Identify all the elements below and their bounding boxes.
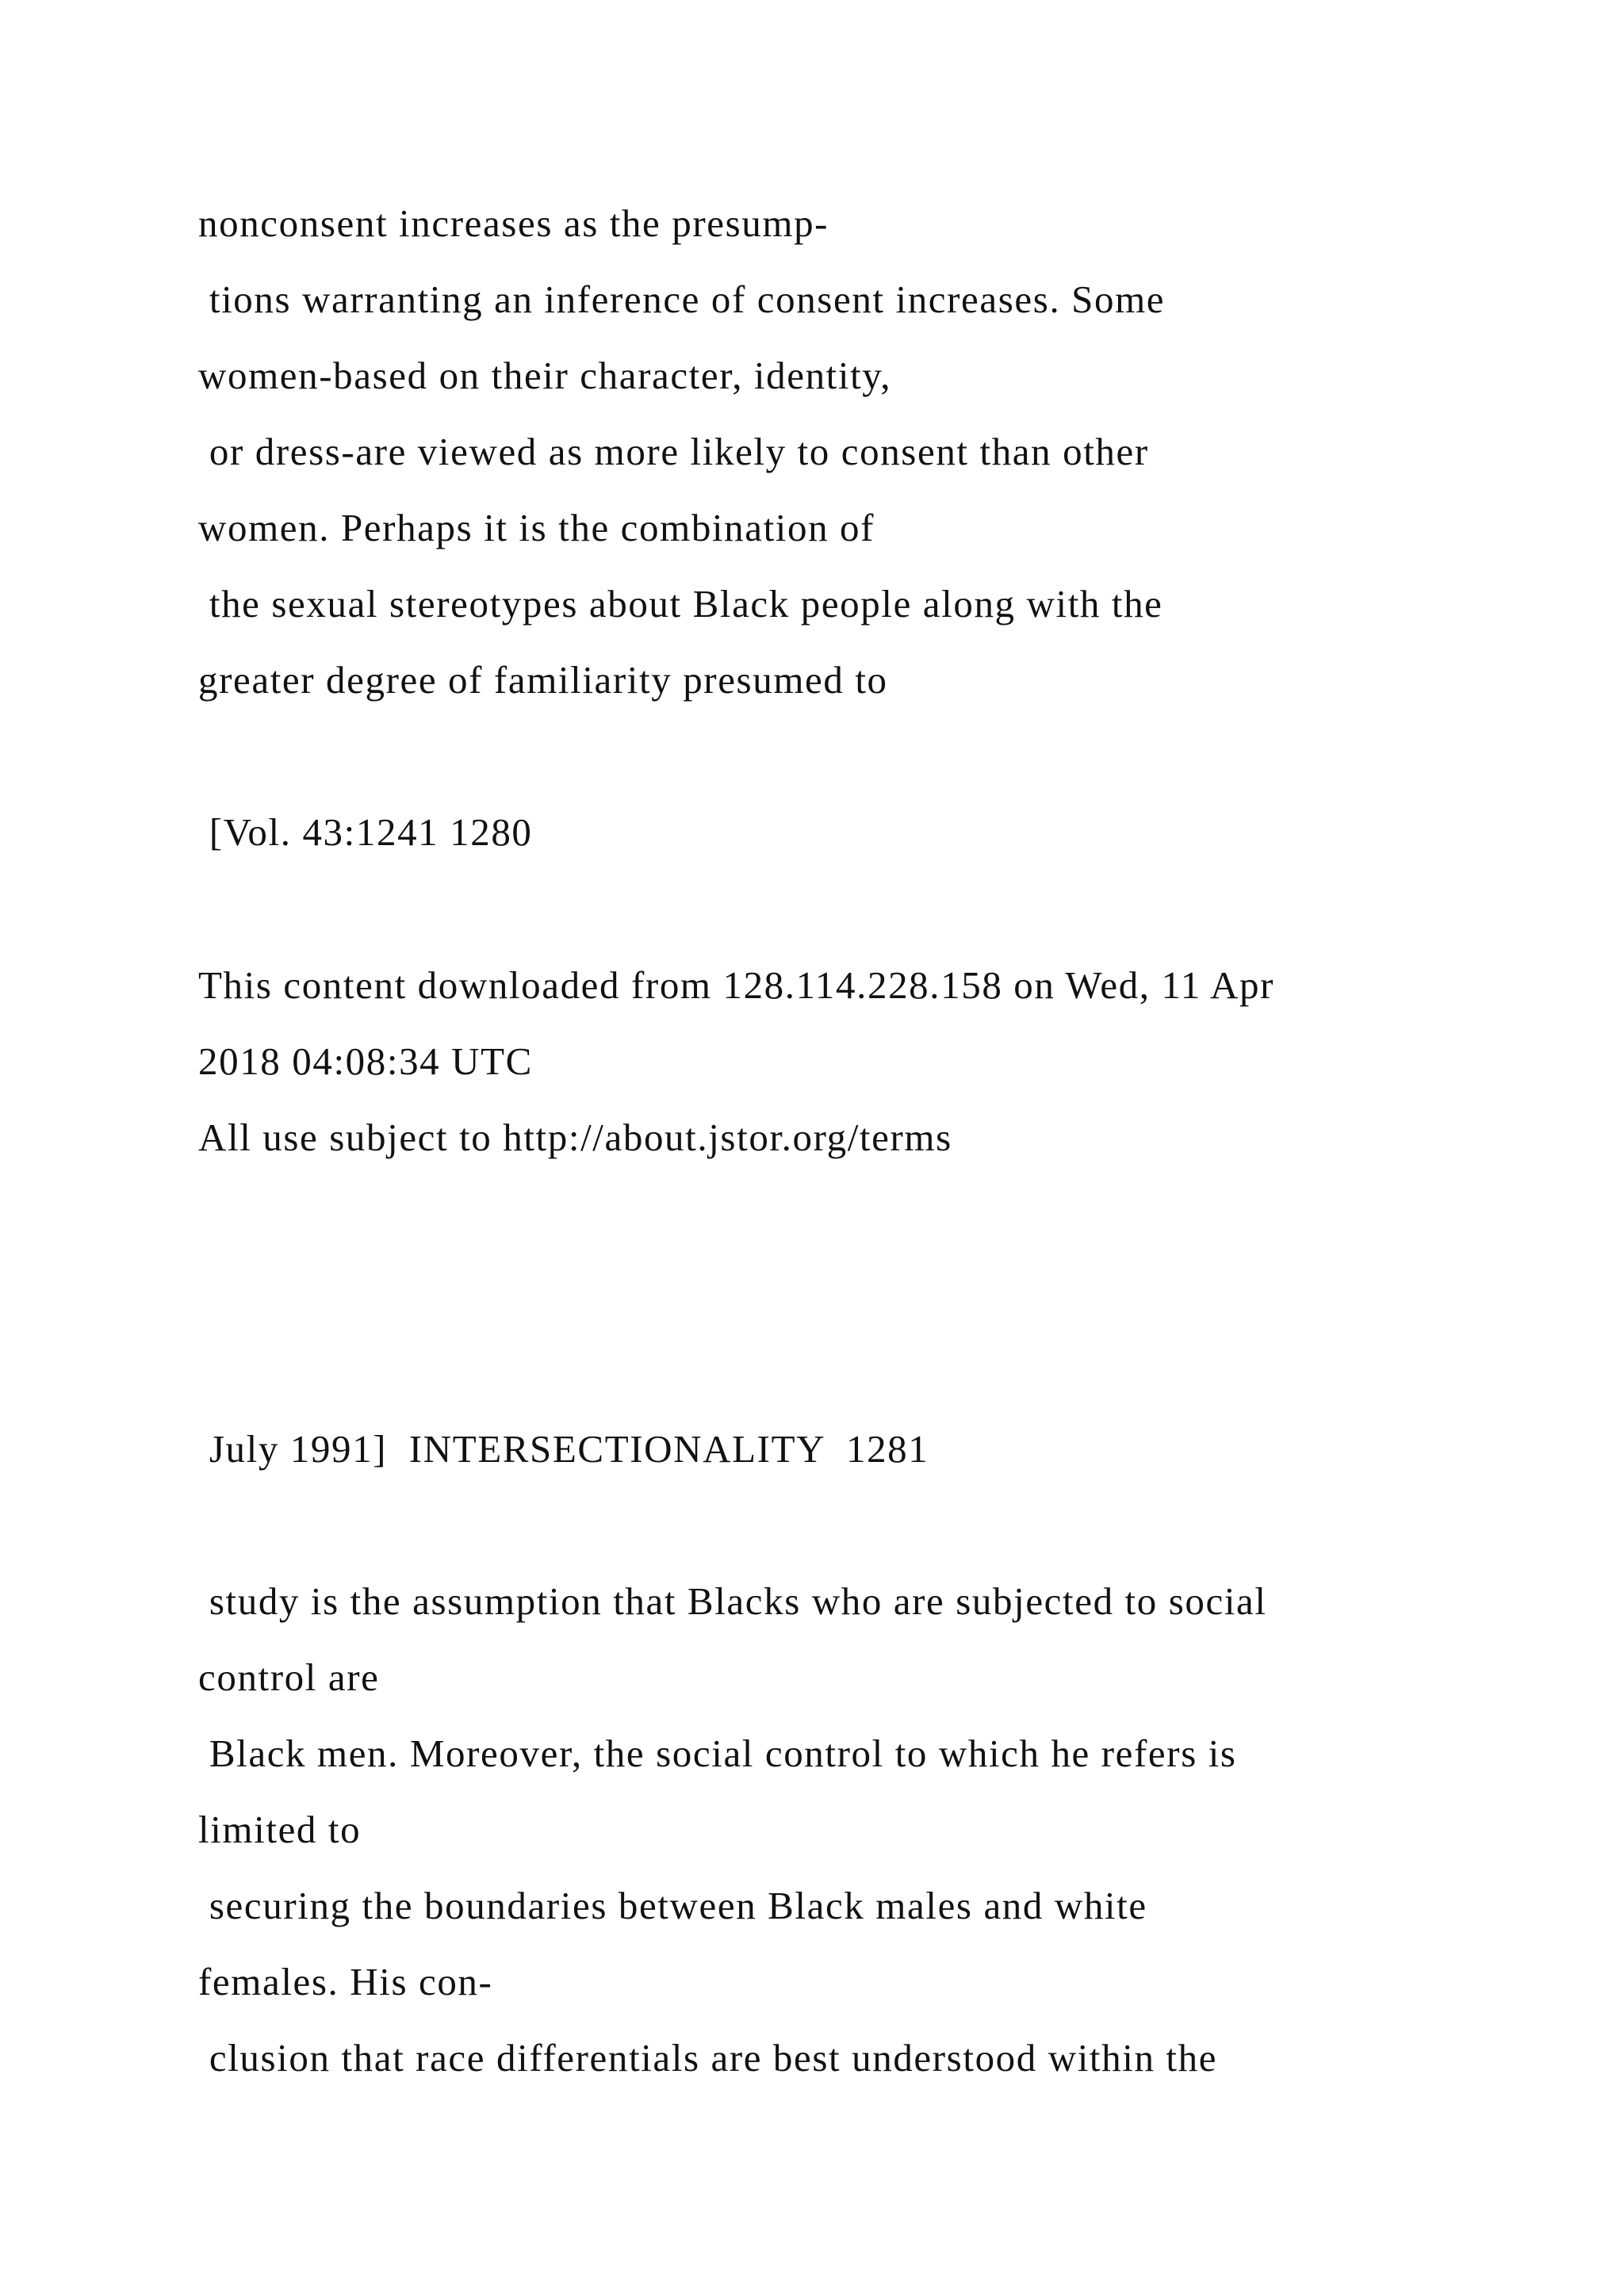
text-line: women. Perhaps it is the combination of (198, 506, 875, 549)
text-line: clusion that race differentials are best understood within the (198, 2036, 1218, 2080)
text-line: women-based on their character, identity, (198, 354, 892, 397)
text-line: Black men. Moreover, the social control to which he refers is (198, 1732, 1237, 1775)
page-footer-reference: [Vol. 43:1241 1280 (198, 810, 533, 854)
text-line: securing the boundaries between Black males and white (198, 1884, 1147, 1927)
page-header: July 1991] INTERSECTIONALITY 1281 (198, 1427, 929, 1471)
text-line: the sexual stereotypes about Black people along with the (198, 582, 1163, 626)
text-line: females. His con- (198, 1960, 493, 2003)
text-line: control are (198, 1655, 380, 1699)
download-notice: This content downloaded from 128.114.228.158 on Wed, 11 Apr (198, 963, 1275, 1007)
download-notice: 2018 04:08:34 UTC (198, 1039, 533, 1083)
text-line: nonconsent increases as the presump- (198, 201, 829, 245)
text-line: tions warranting an inference of consent increases. Some (198, 277, 1166, 321)
text-line: or dress-are viewed as more likely to consent than other (198, 430, 1149, 473)
terms-notice: All use subject to http://about.jstor.org/terms (198, 1115, 952, 1159)
text-line: limited to (198, 1808, 362, 1851)
text-line: greater degree of familiarity presumed to (198, 658, 888, 702)
text-line: study is the assumption that Blacks who are subjected to social (198, 1579, 1267, 1623)
